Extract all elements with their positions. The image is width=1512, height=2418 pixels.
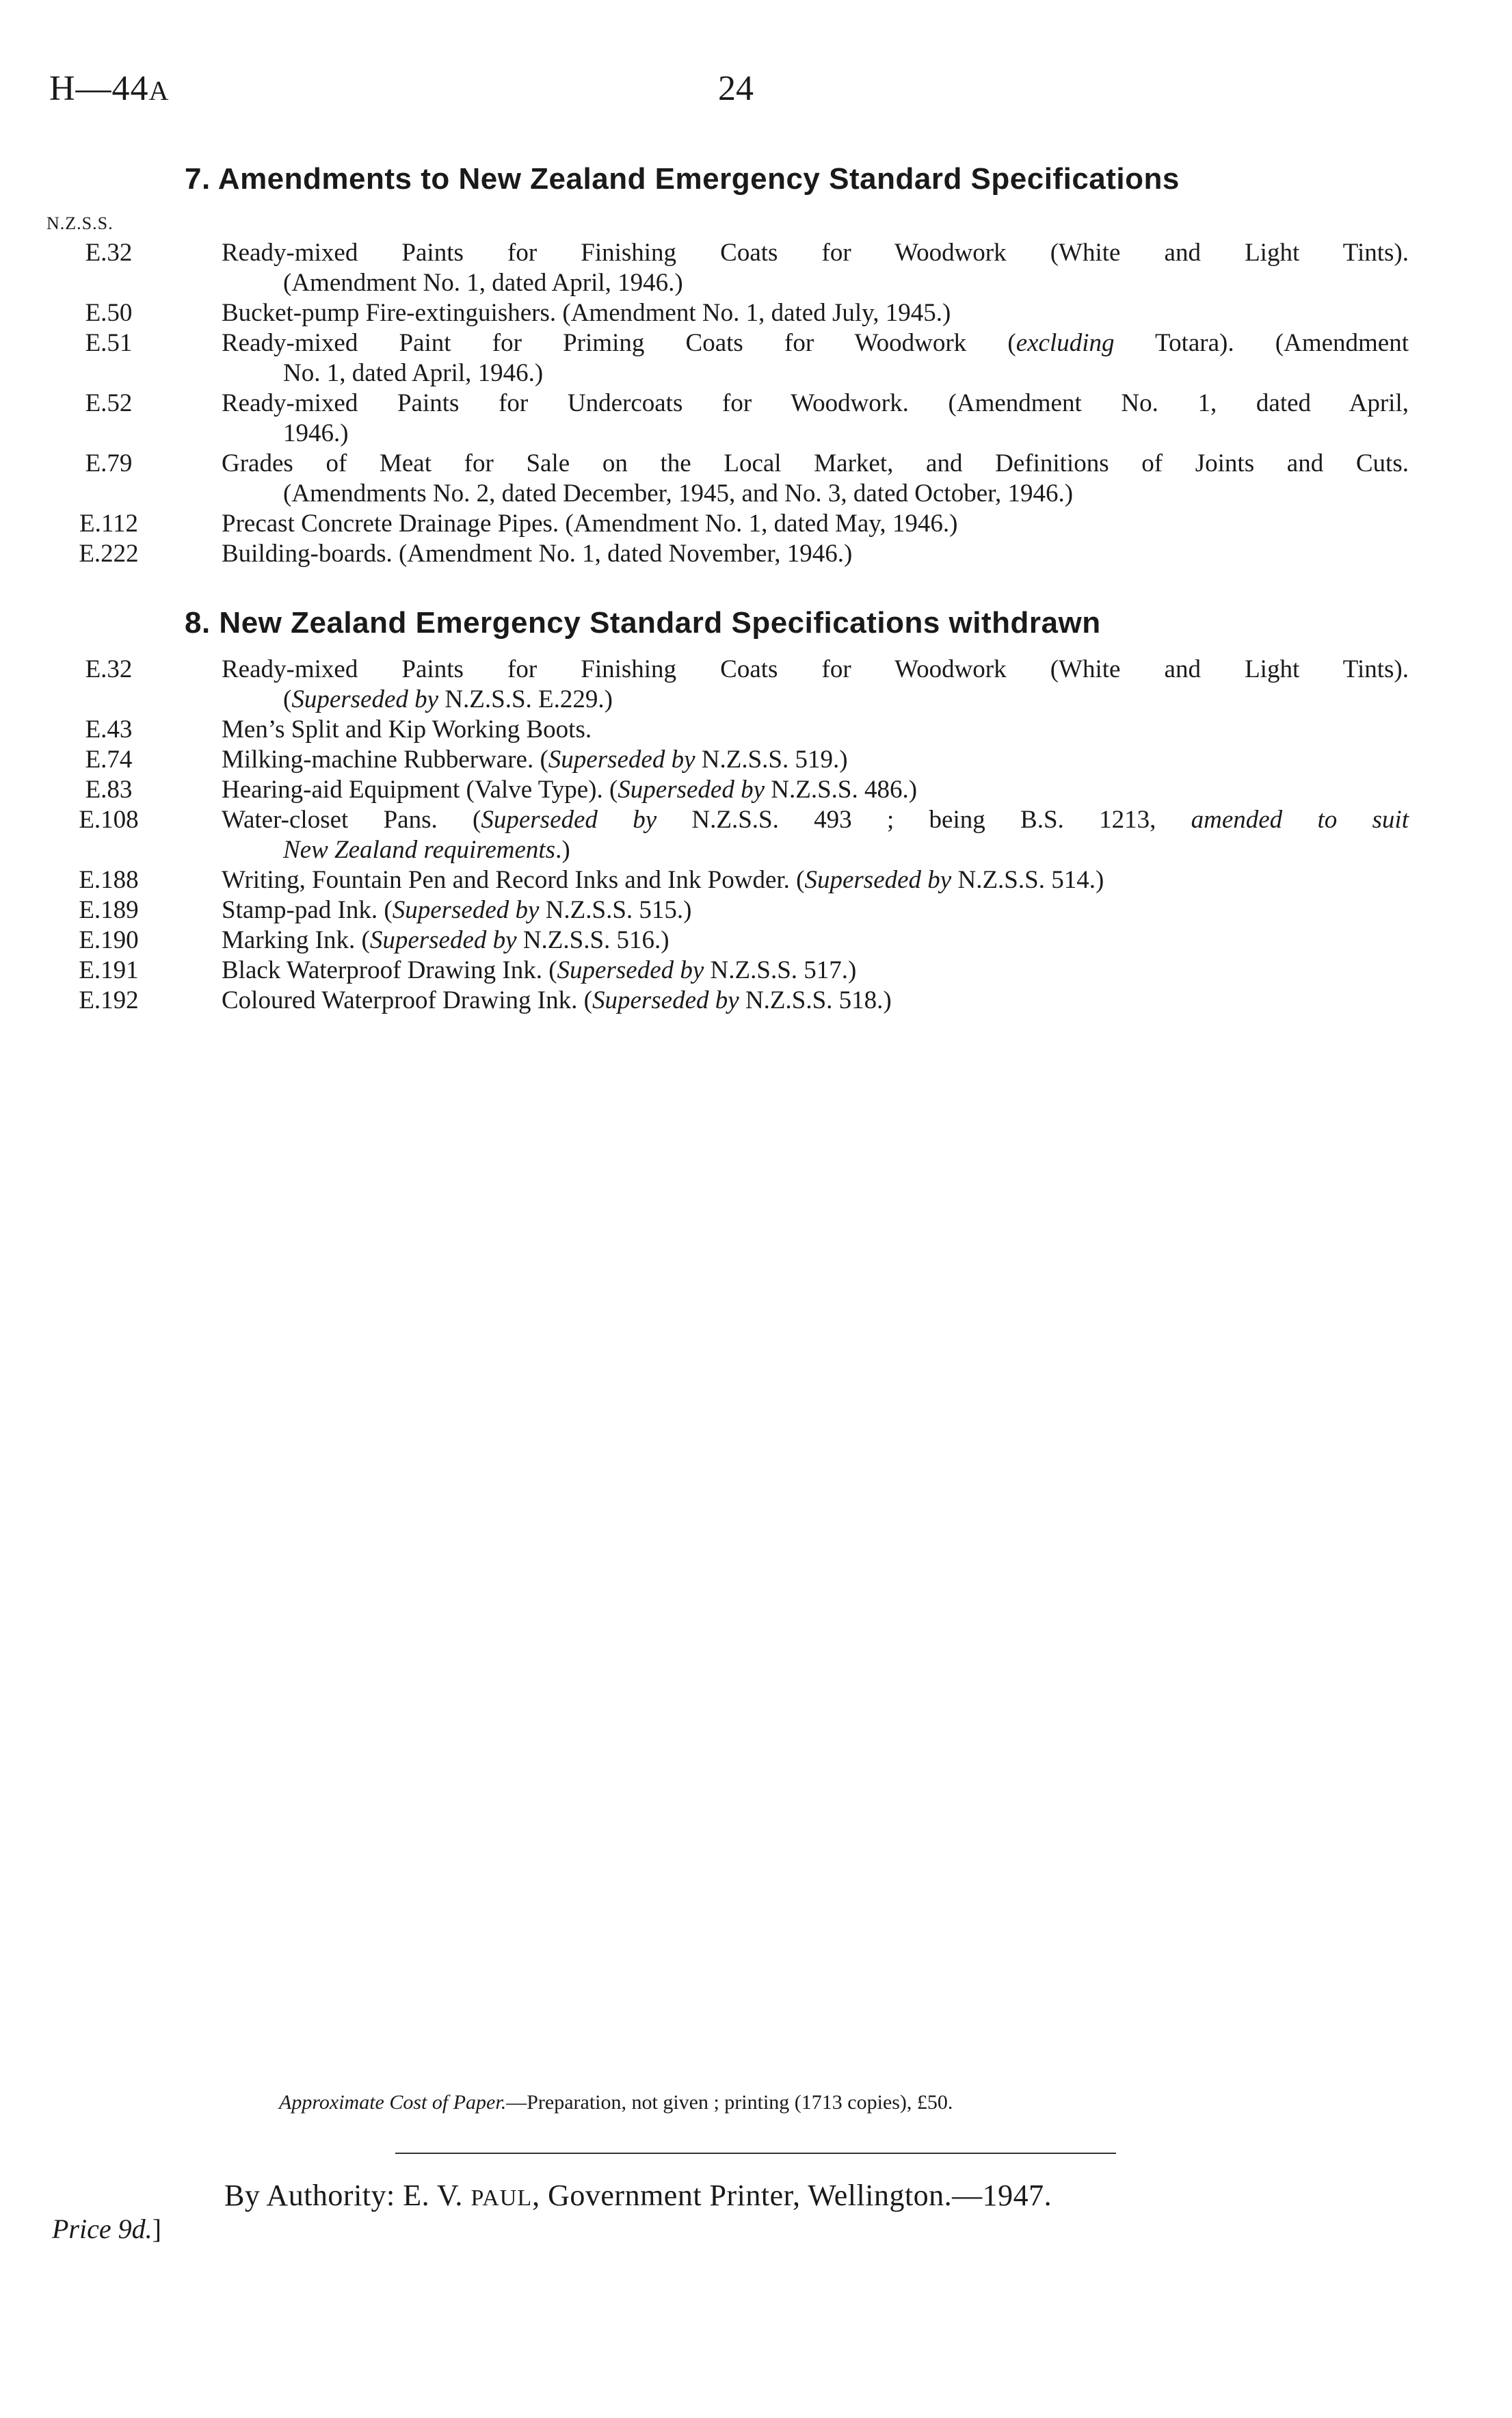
spec-code: E.74 — [85, 746, 133, 774]
footer-divider — [395, 2153, 1116, 2154]
spec-code: E.188 — [79, 866, 139, 894]
list-item: E.188 Writing, Fountain Pen and Record Inks and Ink Powder. (Superseded by N.Z.S.S. 514.) — [41, 865, 1409, 895]
cost-note: Approximate Cost of Paper.—Preparation, not given ; printing (1713 copies), £50. — [279, 2091, 953, 2114]
list-item: E.192 Coloured Waterproof Drawing Ink. (Superseded by N.Z.S.S. 518.) — [41, 986, 1409, 1016]
spec-code: E.52 — [85, 389, 133, 417]
price: Price 9d.] — [52, 2213, 161, 2244]
spec-code: E.83 — [85, 776, 133, 804]
spec-code: E.32 — [85, 239, 133, 267]
list-item: E.51 Ready-mixed Paint for Priming Coats for Woodwork (excluding Totara). (Amendment No. 1, dated April, 1946.) — [41, 328, 1409, 389]
spec-code: E.32 — [85, 655, 133, 683]
section-8-title: 8. New Zealand Emergency Standard Specifications withdrawn — [185, 606, 1101, 640]
spec-code: E.190 — [79, 926, 139, 954]
spec-code: E.222 — [79, 540, 139, 568]
list-item: E.50 Bucket-pump Fire-extinguishers. (Amendment No. 1, dated July, 1945.) — [41, 298, 1409, 328]
document-code: H—44A — [49, 69, 170, 108]
list-item: E.190 Marking Ink. (Superseded by N.Z.S.S. 516.) — [41, 925, 1409, 956]
spec-code: E.108 — [79, 806, 139, 834]
page-number: 24 — [718, 69, 754, 108]
list-item: E.189 Stamp-pad Ink. (Superseded by N.Z.S.S. 515.) — [41, 895, 1409, 925]
section-7-title: 7. Amendments to New Zealand Emergency Standard Specifications — [185, 162, 1180, 196]
list-item: E.191 Black Waterproof Drawing Ink. (Superseded by N.Z.S.S. 517.) — [41, 956, 1409, 986]
spec-code: E.192 — [79, 986, 139, 1014]
list-item: E.112 Precast Concrete Drainage Pipes. (Amendment No. 1, dated May, 1946.) — [41, 509, 1409, 539]
list-item: E.32 Ready-mixed Paints for Finishing Coats for Woodwork (White and Light Tints). (Superseded by N.Z.S.S. E.229.) — [41, 655, 1409, 715]
spec-code: E.43 — [85, 715, 133, 744]
list-item: E.83 Hearing-aid Equipment (Valve Type). (Superseded by N.Z.S.S. 486.) — [41, 775, 1409, 805]
list-item: E.79 Grades of Meat for Sale on the Local Market, and Definitions of Joints and Cuts. (Amendments No. 2, dated December, 1945, and No. 3, dated October, 1946.) — [41, 449, 1409, 509]
spec-code: E.50 — [85, 299, 133, 327]
list-item: E.32 Ready-mixed Paints for Finishing Coats for Woodwork (White and Light Tints). (Amendment No. 1, dated April, 1946.) — [41, 238, 1409, 298]
spec-code: E.189 — [79, 896, 139, 924]
list-item: E.222 Building-boards. (Amendment No. 1, dated November, 1946.) — [41, 539, 1409, 569]
section-8-list — [41, 655, 1409, 1016]
authority-line: By Authority: E. V. PAUL, Government Printer, Wellington.—1947. — [224, 2179, 1052, 2212]
column-label: N.Z.S.S. — [47, 213, 114, 233]
section-7-list — [41, 238, 1409, 569]
list-item: E.52 Ready-mixed Paints for Undercoats for Woodwork. (Amendment No. 1, dated April, 1946.) — [41, 389, 1409, 449]
spec-code: E.51 — [85, 329, 133, 357]
list-item: E.108 Water-closet Pans. (Superseded by N.Z.S.S. 493 ; being B.S. 1213, amended to suit New Zealand requirements.) — [41, 805, 1409, 865]
spec-code: E.79 — [85, 449, 133, 477]
spec-code: E.112 — [79, 510, 138, 538]
spec-code: E.191 — [79, 956, 139, 984]
list-item: E.74 Milking-machine Rubberware. (Superseded by N.Z.S.S. 519.) — [41, 745, 1409, 775]
list-item: E.43 Men’s Split and Kip Working Boots. — [41, 715, 1409, 745]
